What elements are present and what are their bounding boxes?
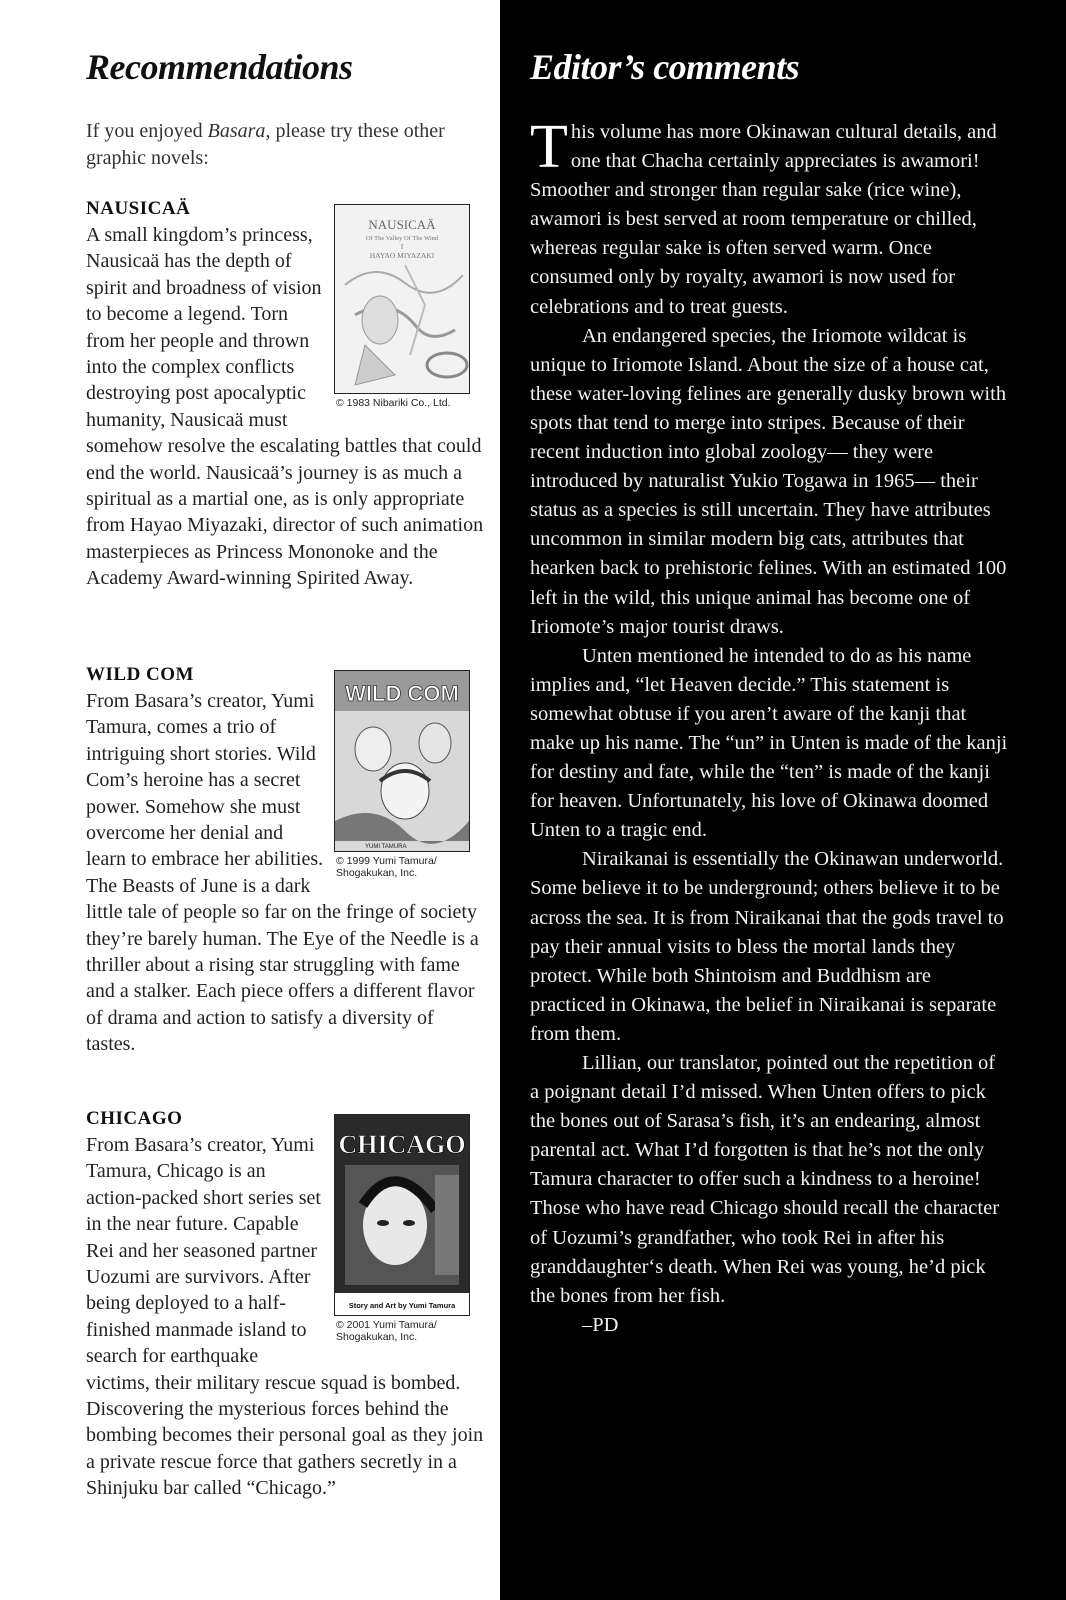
recommendation-description: A small kingdom’s princess, Nausicaä has the depth of spirit and broadness of vision to become a legend. Torn from her people and thrown into the complex conflicts destroying post apocalyptic humanity, Nausicaä must somehow resolve the escalating battles that could end the world. Nausicaä’s journey is as much a spiritual as a martial one, as is only appropriate from Hayao Miyazaki, director of such animation masterpieces as Princess Mononoke and the Academy Award-winning Spirited Away. (86, 224, 484, 590)
editor-paragraph: This volume has more Okinawan cultural details, and one that Chacha certainly appreciates is awamori! Smoother and stronger than regular sake (rice wine), awamori is best served at room temperature or chilled, whereas regular sake is often served warm. Once consumed only by royalty, awamori is now used for celebrations and to treat guests. (530, 113, 997, 318)
nausicaa-cover-block (334, 204, 474, 409)
recommendation-description: From Basara’s creator, Yumi Tamura, Chicago is an action-packed short series set in the near future. Capable Rei and her seasoned partner Uozumi are survivors. After being deployed to a half-finished manmade island to search for earthquake victims, their military rescue squad is bombed. Discovering the mysterious forces behind the bombing becomes their personal goal as they join a private rescue force that gathers secretly in a Shinjuku bar called “Chicago.” (86, 1134, 484, 1500)
editor-paragraph: An endangered species, the Iriomote wildcat is unique to Iriomote Island. About the size of a house cat, these water-loving felines are generally dusky brown with spots that tend to merge into stripes. Because of their recent induction into global zoology— they were introduced by naturalist Yukio Togawa in 1965— their status as a species is still uncertain. They have attributes uncommon in similar modern big cats, attributes that hearken back to prehistoric felines. With an estimated 100 left in the wild, this unique animal has become one of Iriomote’s major tourist draws. (530, 324, 1007, 638)
recommendation-title: WILD COM (86, 664, 194, 685)
chicago-cover-block (334, 1114, 474, 1343)
cover-title-text: NAUSICAÄ (368, 217, 436, 232)
cover-title-text: WILD COM (345, 681, 459, 706)
svg-text:Of The Valley Of The Wind: Of The Valley Of The Wind (365, 235, 439, 242)
svg-text:HAYAO MIYAZAKI: HAYAO MIYAZAKI (369, 251, 435, 260)
recommendations-column (0, 0, 500, 1600)
chicago-copyright: © 2001 Yumi Tamura/ Shogakukan, Inc. (336, 1319, 437, 1343)
recommendations-heading: Recommendations (86, 47, 353, 87)
editors-comments-heading: Editor’s comments (530, 47, 800, 87)
wild-com-cover-image (334, 670, 470, 852)
recommendation-chicago (86, 1106, 484, 1502)
svg-text:Story and Art by Yumi Tamura: Story and Art by Yumi Tamura (348, 1301, 456, 1310)
recommendations-intro: If you enjoyed Basara, please try these other graphic novels: (86, 120, 445, 169)
editors-comments-body (530, 113, 1008, 1340)
basara-title: Basara (207, 120, 266, 142)
editor-signoff: –PD (582, 1313, 619, 1336)
nausicaa-copyright: © 1983 Nibariki Co., Ltd. (336, 397, 451, 409)
editor-paragraph: Lillian, our translator, pointed out the repetition of a poignant detail I’d missed. When Unten offers to pick the bones out of Sarasa’s fish, it’s an endearing, almost parental act. What I’d forgotten is that he’s not the only Tamura character to offer such a kindness to a heroine! Those who have read Chicago should recall the character of Uozumi’s grandfather, who took Rei in after his granddaughter‘s death. When Rei was young, he’d pick the bones from her fish. (530, 1052, 1000, 1307)
recommendation-wild-com (86, 662, 484, 1058)
recommendation-title: CHICAGO (86, 1108, 183, 1129)
editors-comments-column (500, 0, 1066, 1600)
recommendation-title: NAUSICAÄ (86, 198, 191, 219)
wild-com-cover-block (334, 670, 474, 879)
svg-text:YUMI TAMURA: YUMI TAMURA (365, 844, 407, 850)
chicago-cover-image (334, 1114, 470, 1316)
recommendation-description: From Basara’s creator, Yumi Tamura, comes a trio of intriguing short stories. Wild Com’s heroine has a secret power. Somehow she must overcome her denial and learn to embrace her abilities. The Beasts of June is a dark little tale of people so far on the fringe of society they’re barely human. The Eye of the Needle is a thriller about a rising star struggling with fame and a stalker. Each piece offers a different flavor of drama and action to satisfy a diversity of tastes. (86, 690, 479, 1056)
recommendation-nausicaa (86, 196, 484, 592)
svg-text:I: I (400, 243, 404, 251)
wild-com-copyright: © 1999 Yumi Tamura/ Shogakukan, Inc. (336, 855, 437, 879)
nausicaa-cover-image (334, 204, 470, 394)
drop-cap: T (530, 113, 568, 181)
editor-paragraph: Niraikanai is essentially the Okinawan underworld. Some believe it to be underground; others believe it to be across the sea. It is from Niraikanai that the gods travel to pay their annual visits to bless the mortal lands they protect. While both Shintoism and Buddhism are practiced in Okinawa, the belief in Niraikanai is separate from them. (530, 848, 1004, 1045)
editor-paragraph: Unten mentioned he intended to do as his name implies and, “let Heaven decide.” This statement is somewhat obtuse if you aren’t aware of the kanji that make up his name. The “un” in Unten is made of the kanji for destiny and fate, while the “ten” is made of the kanji for heaven. Unfortunately, his love of Okinawa doomed Unten to a tragic end. (530, 644, 1008, 842)
cover-title-text: CHICAGO (338, 1130, 466, 1159)
